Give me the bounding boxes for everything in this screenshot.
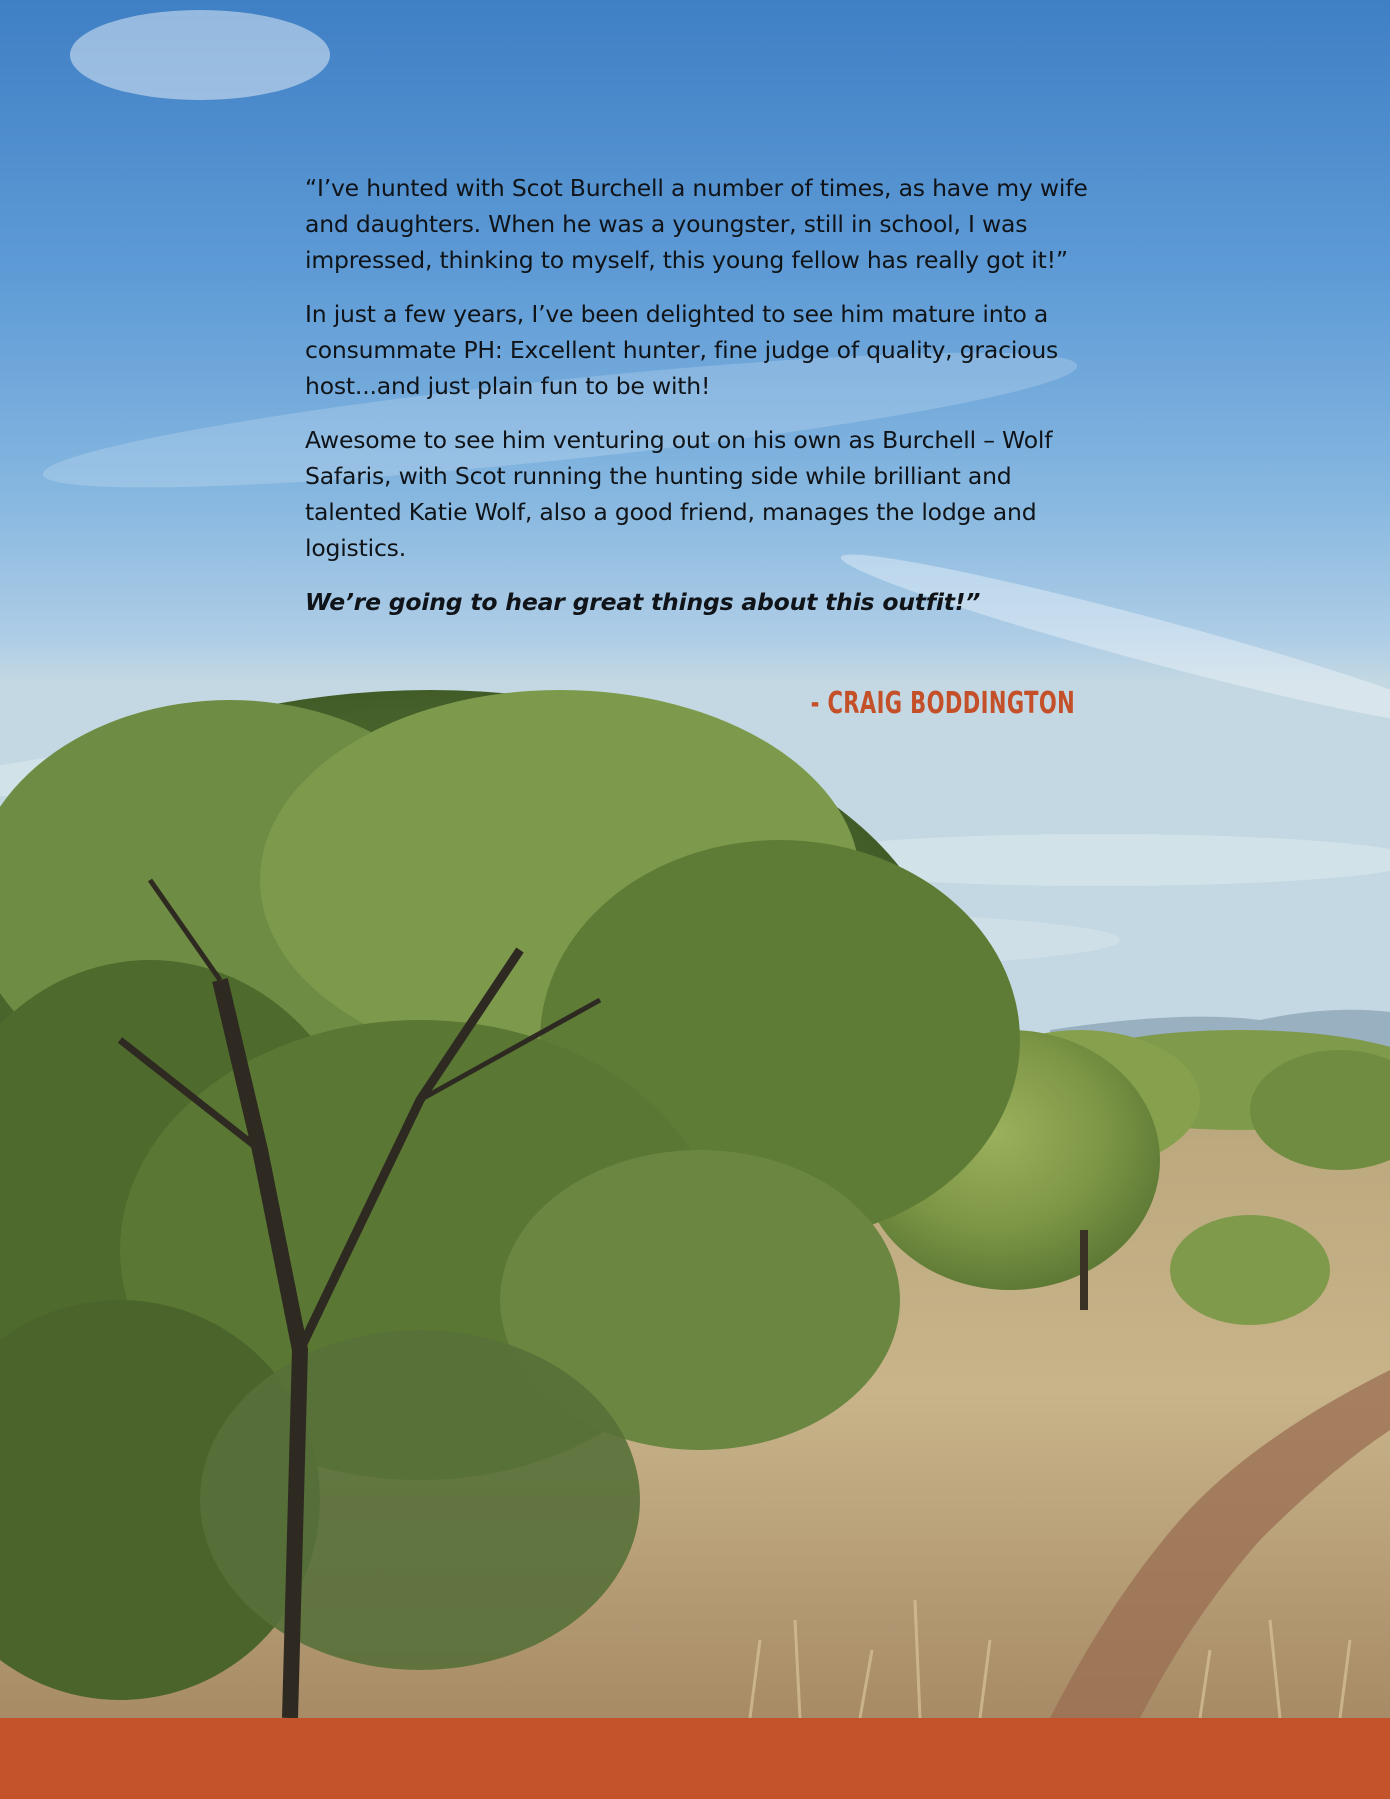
testimonial-closing: We’re going to hear great things about this outfit!” <box>305 588 981 616</box>
testimonial-paragraph: “I’ve hunted with Scot Burchell a number of times, as have my wife and daughters. When he was a youngster, still in school, I was impressed, thinking to myself, this young fellow has really got it!” <box>305 174 1088 274</box>
testimonial-attribution: - CRAIG BODDINGTON <box>810 686 1075 721</box>
testimonial-paragraph: In just a few years, I’ve been delighted to see him mature into a consummate PH: Excellent hunter, fine judge of quality, gracious host...and just plain fun to be with! <box>305 300 1059 400</box>
testimonial-quote <box>305 170 1090 638</box>
testimonial-paragraph: Awesome to see him venturing out on his own as Burchell – Wolf Safaris, with Scot running the hunting side while brilliant and talented Katie Wolf, also a good friend, manages the lodge and logistics. <box>305 426 1053 562</box>
footer-accent-bar <box>0 1718 1390 1799</box>
